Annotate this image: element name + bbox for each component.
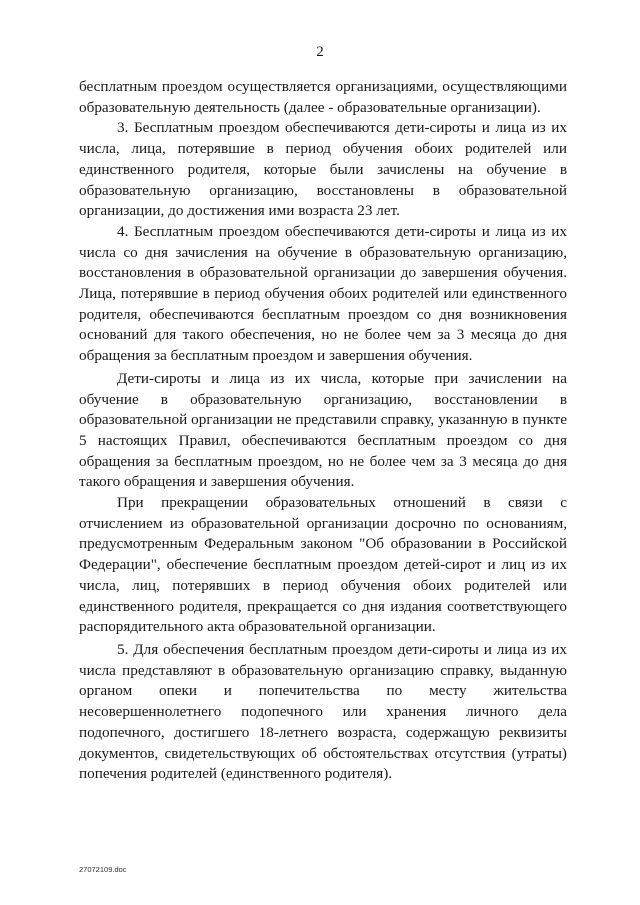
paragraph-continuation: бесплатным проездом осуществляется организациями, осуществляющими образовательную деятельность (далее - образовательные организации). — [79, 78, 567, 116]
paragraph-item-5: 5. Для обеспечения бесплатным проездом дети-сироты и лица из их числа представляют в образовательную организацию справку, выданную органом опеки и попечительства по месту жительства несовершеннолетнего подопечного или хранения личного дела подопечного, достигшего 18-летнего возраста, содержащую реквизиты документов, свидетельствующих об обстоятельствах отсутствия (утраты) попечения родителей (единственного родителя). — [79, 640, 567, 783]
page-number: 2 — [316, 44, 324, 60]
document-body — [79, 77, 567, 785]
paragraph-item-3: 3. Бесплатным проездом обеспечиваются дети-сироты и лица из их числа, лица, потерявшие в период обучения обоих родителей или единственного родителя, которые были зачислены на обучение в образовательную организацию, восстановлены в образовательной организации, до достижения ими возраста 23 лет. — [79, 119, 567, 220]
paragraph-item-4: 4. Бесплатным проездом обеспечиваются дети-сироты и лица из их числа со дня зачисления на обучение в образовательную организацию, восстановления в образовательной организации до завершения обучения. Лица, потерявшие в период обучения обоих родителей или единственного родителя, обеспечиваются бесплатным проездом со дня возникновения оснований для такого обеспечения, но не более чем за 3 месяца до дня обращения за бесплатным проездом и завершения обучения. — [79, 222, 567, 365]
paragraph-termination: При прекращении образовательных отношений в связи с отчислением из образовательной организации досрочно по основаниям, предусмотренным Федеральным законом "Об образовании в Российской Федерации", обеспечение бесплатным проездом детей-сирот и лиц из их числа, лиц, потерявших в период обучения обоих родителей или единственного родителя, прекращается со дня издания соответствующего распорядительного акта образовательной организации. — [79, 494, 567, 636]
paragraph-late-certificate: Дети-сироты и лица из их числа, которые при зачислении на обучение в образовательную организацию, восстановлении в образовательной организации не представили справку, указанную в пункте 5 настоящих Правил, обеспечиваются бесплатным проездом со дня обращения за бесплатным проездом, но не более чем за 3 месяца до дня такого обращения и завершения обучения. — [79, 369, 567, 491]
footer-file-reference: 27072109.doc — [79, 865, 127, 874]
